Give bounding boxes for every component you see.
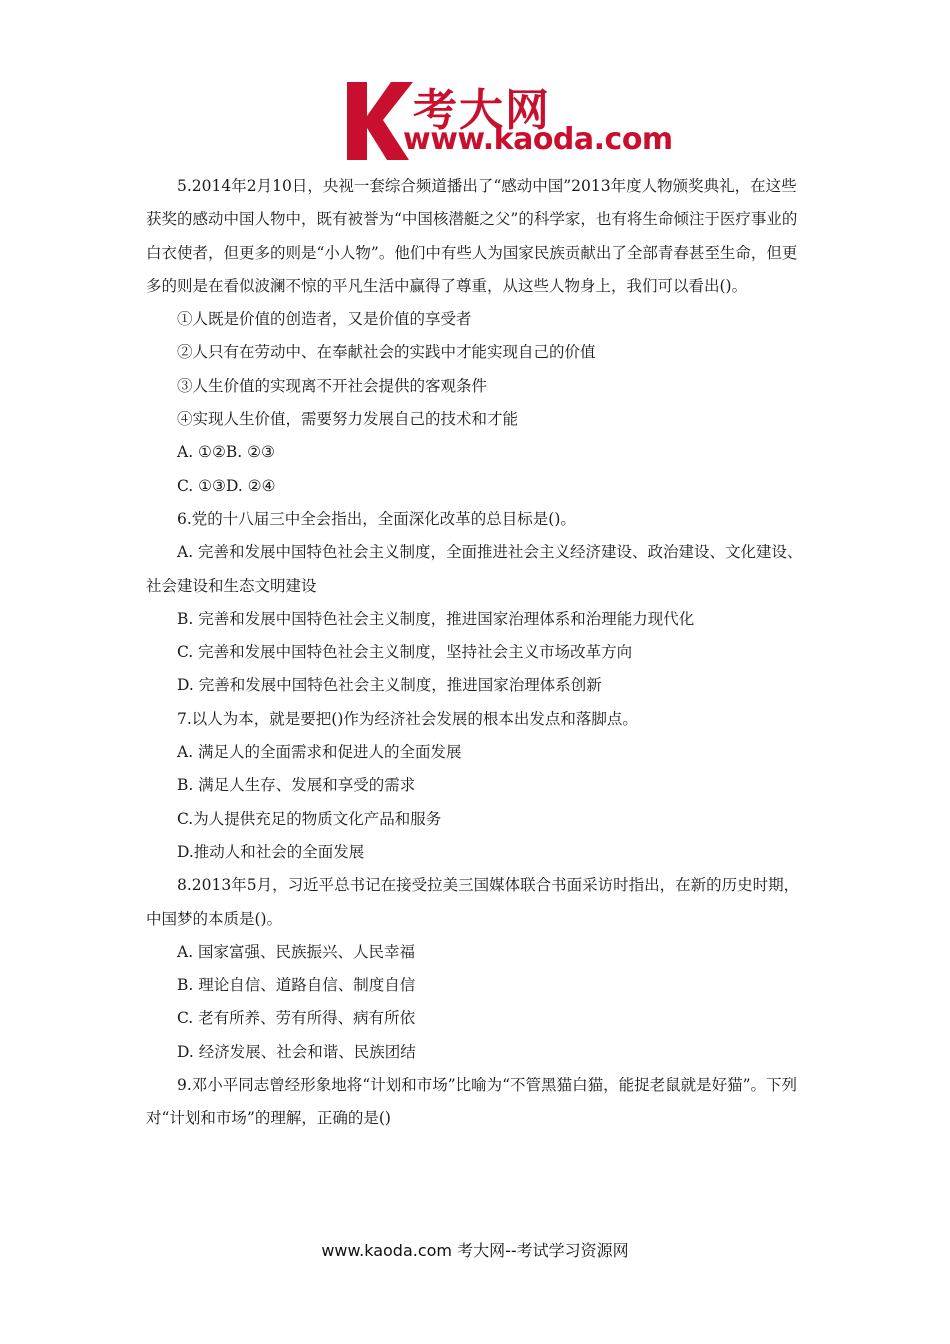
q5-options-cd: C. ①③D. ②④	[177, 476, 276, 495]
document-body	[146, 170, 810, 1136]
q7-option-d: D.推动人和社会的全面发展	[177, 842, 365, 861]
statement-4: ④实现人生价值，需要努力发展自己的技术和才能	[177, 410, 519, 429]
site-logo	[343, 72, 673, 162]
logo-url: www.kaoda.com	[403, 122, 673, 157]
question-9-stem: 9.邓小平同志曾经形象地将“计划和市场”比喻为“不管黑猫白猫，能捉老鼠就是好猫”。下列对“计划和市场”的理解，正确的是()	[146, 1076, 797, 1128]
question-5-stem: 5.2014年2月10日，央视一套综合频道播出了“感动中国”2013年度人物颁奖典礼，在这些获奖的感动中国人物中，既有被誉为“中国核潜艇之父”的科学家，也有将生命倾注于医疗事业的白衣使者，但更多的则是“小人物”。他们中有些人为国家民族贡献出了全部青春甚至生命，但更多的则是在看似波澜不惊的平凡生活中赢得了尊重，从这些人物身上，我们可以看出()。	[146, 177, 798, 295]
q8-option-d: D. 经济发展、社会和谐、民族团结	[177, 1042, 416, 1061]
q8-option-b: B. 理论自信、道路自信、制度自信	[177, 976, 416, 995]
q6-option-b: B. 完善和发展中国特色社会主义制度，推进国家治理体系和治理能力现代化	[177, 609, 695, 628]
q8-option-a: A. 国家富强、民族振兴、人民幸福	[177, 942, 416, 961]
statement-2: ②人只有在劳动中、在奉献社会的实践中才能实现自己的价值	[177, 343, 596, 362]
q7-option-b: B. 满足人生存、发展和享受的需求	[177, 776, 416, 795]
q6-option-a: A. 完善和发展中国特色社会主义制度，全面推进社会主义经济建设、政治建设、文化建设、社会建设和生态文明建设	[146, 543, 803, 595]
q8-option-c: C. 老有所养、劳有所得、病有所依	[177, 1009, 416, 1028]
question-8-stem: 8.2013年5月，习近平总书记在接受拉美三国媒体联合书面采访时指出，在新的历史时期，中国梦的本质是()。	[146, 876, 800, 928]
q6-option-c: C. 完善和发展中国特色社会主义制度，坚持社会主义市场改革方向	[177, 643, 633, 662]
q6-option-d: D. 完善和发展中国特色社会主义制度，推进国家治理体系创新	[177, 676, 602, 695]
logo-title: 考大网	[413, 85, 551, 136]
question-6-stem: 6.党的十八届三中全会指出，全面深化改革的总目标是()。	[177, 509, 576, 528]
statement-3: ③人生价值的实现离不开社会提供的客观条件	[177, 376, 488, 395]
q5-options-ab: A. ①②B. ②③	[177, 443, 275, 462]
q7-option-a: A. 满足人的全面需求和促进人的全面发展	[177, 743, 462, 762]
q7-option-c: C.为人提供充足的物质文化产品和服务	[177, 809, 442, 828]
question-7-stem: 7.以人为本，就是要把()作为经济社会发展的根本出发点和落脚点。	[177, 709, 638, 728]
statement-1: ①人既是价值的创造者，又是价值的享受者	[177, 310, 472, 329]
page-footer: www.kaoda.com 考大网--考试学习资源网	[321, 1241, 629, 1260]
